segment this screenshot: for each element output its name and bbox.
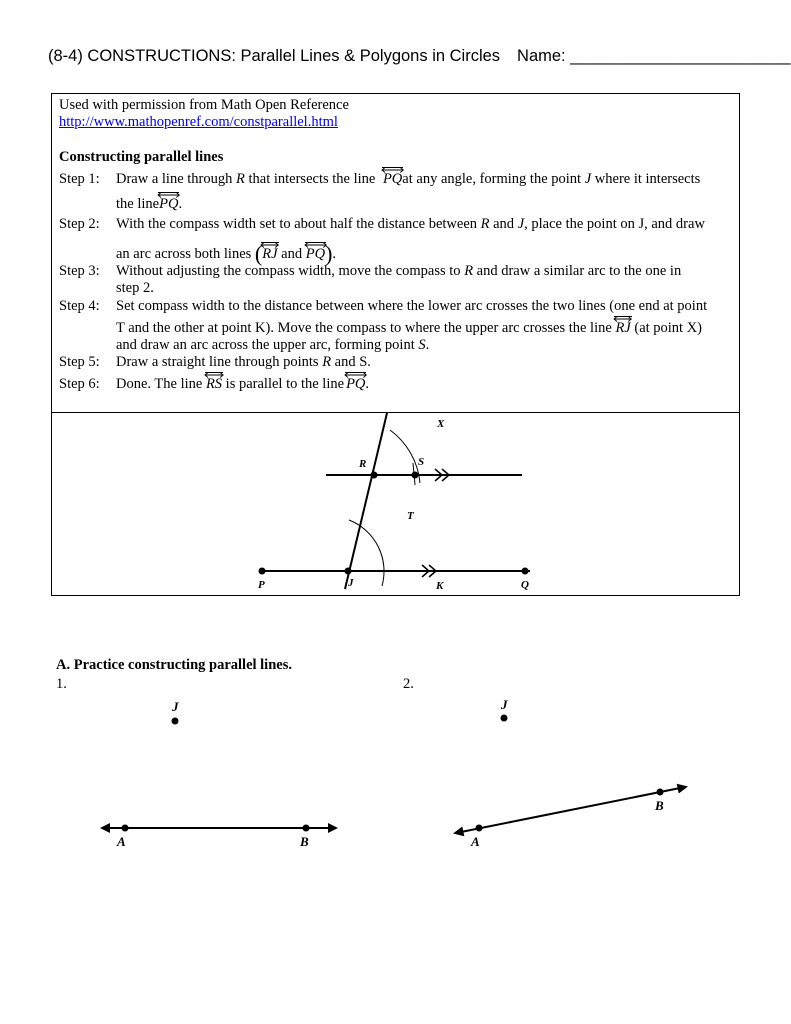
line-rs-symbol: RS — [206, 377, 222, 392]
line-arrow-icon — [157, 191, 180, 199]
line-arrow-icon — [204, 371, 224, 379]
line-rj-symbol: RJ — [262, 247, 277, 262]
label-b: B — [655, 798, 664, 813]
label-j: J — [501, 697, 508, 712]
label-t: T — [407, 510, 414, 522]
step-4-text-line3: and draw an arc across the upper arc, forming point S. — [116, 337, 430, 353]
label-r: R — [359, 458, 367, 470]
step-3-text-line2: step 2. — [116, 280, 154, 296]
point-a — [476, 825, 483, 832]
step-2-label: Step 2: — [59, 216, 100, 232]
line-pq-symbol: PQ — [346, 377, 365, 392]
step-4-text-line2: T and the other at point K). Move the compass to where the upper arc crosses the line RJ (at point X) — [116, 321, 702, 336]
source-link[interactable]: http://www.mathopenref.com/constparallel.html — [59, 114, 338, 130]
label-k: K — [436, 580, 444, 592]
line-pq-symbol: PQ — [383, 172, 402, 187]
point-b — [303, 825, 310, 832]
worksheet-title: (8-4) CONSTRUCTIONS: Parallel Lines & Polygons in Circles — [48, 47, 501, 65]
practice-heading: A. Practice constructing parallel lines. — [56, 657, 292, 673]
step-3-label: Step 3: — [59, 263, 100, 279]
step-5-text: Draw a straight line through points R and S. — [116, 354, 371, 370]
line-arrow-icon — [381, 166, 404, 174]
label-s: S — [418, 456, 425, 468]
point-j — [501, 715, 508, 722]
label-q: Q — [521, 579, 529, 591]
line-pq-symbol: PQ — [306, 247, 325, 262]
line-arrow-icon — [344, 371, 367, 379]
step-2-text-line2: an arc across both lines (RJ and PQ ). — [116, 241, 337, 266]
label-j: J — [348, 577, 354, 589]
problem-1-figure — [90, 695, 350, 855]
instruction-box — [51, 93, 740, 596]
problem-2-figure — [440, 690, 700, 855]
step-1-label: Step 1: — [59, 171, 100, 187]
section-heading: Constructing parallel lines — [59, 149, 224, 165]
label-a: A — [471, 834, 480, 849]
permission-note: Used with permission from Math Open Reference — [59, 97, 349, 113]
step-1-text: Draw a line through R that intersects the line PQ at any angle, forming the point J where it intersects — [116, 172, 700, 187]
point-j — [172, 718, 179, 725]
line-arrow-icon — [304, 241, 327, 249]
step-2-text: With the compass width set to about half the distance between R and J, place the point on J, and draw — [116, 216, 705, 232]
worksheet-header — [48, 47, 790, 66]
problem-2-number: 2. — [403, 676, 414, 692]
step-4-label: Step 4: — [59, 298, 100, 314]
label-x: X — [437, 418, 445, 430]
point-b — [657, 789, 664, 796]
step-6-label: Step 6: — [59, 376, 100, 392]
point-a — [122, 825, 129, 832]
problem-1-number: 1. — [56, 676, 67, 692]
step-6-text: Done. The line RS is parallel to the line PQ . — [116, 377, 369, 392]
step-3-text: Without adjusting the compass width, move the compass to R and draw a similar arc to the one in — [116, 263, 682, 279]
step-5-label: Step 5: — [59, 354, 100, 370]
construction-figure — [52, 413, 739, 595]
step-1-text-line2: the linePQ . — [116, 197, 182, 212]
label-a: A — [117, 834, 126, 849]
label-j: J — [172, 699, 179, 714]
line-rj-symbol: RJ — [615, 321, 630, 336]
label-p: P — [258, 579, 265, 591]
step-4-text: Set compass width to the distance between where the lower arc crosses the two lines (one end at point — [116, 298, 708, 314]
line-arrow-icon — [260, 241, 279, 249]
line-arrow-icon — [613, 315, 632, 323]
label-b: B — [300, 834, 309, 849]
line-pq-symbol: PQ — [159, 197, 178, 212]
name-field[interactable]: Name: ________________________ — [517, 47, 791, 65]
